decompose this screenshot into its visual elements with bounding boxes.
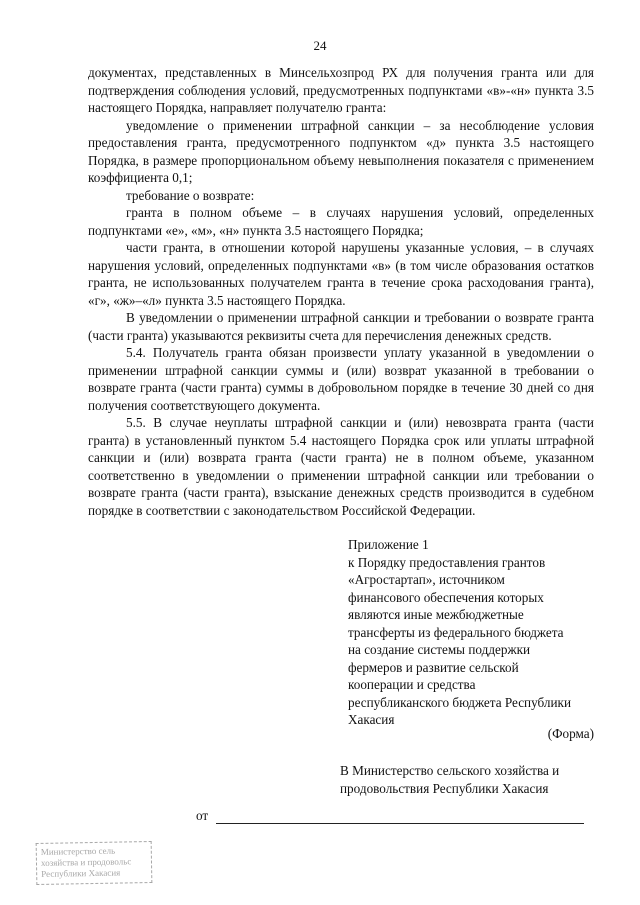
registration-stamp bbox=[36, 841, 153, 885]
appendix-block bbox=[348, 536, 598, 729]
appendix-line: Хакасия bbox=[348, 712, 395, 727]
stamp-line-3: Республики Хакасия bbox=[41, 867, 121, 879]
appendix-line: кооперации и средства bbox=[348, 677, 476, 692]
paragraph-4: гранта в полном объеме – в случаях нарушения условий, определенных подпунктами «е», «м», «н» пункта 3.5 настоящего Порядка; bbox=[88, 205, 594, 238]
appendix-line: на создание системы поддержки bbox=[348, 642, 531, 657]
paragraph-8: 5.5. В случае неуплаты штрафной санкции и (или) невозврата гранта (части гранта) в установленный пунктом 5.4 настоящего Порядка срок или уплаты штрафной санкции и (или) возврата гранта (части гранта) не в полном объеме, указанном соответственно в уведомлении о применении штрафной санкции или требовании о возврате гранта (части гранта), взыскание денежных средств производится в судебном порядке в соответствии с законодательством Российской Федерации. bbox=[88, 415, 594, 518]
appendix-line: являются иные межбюджетные bbox=[348, 607, 524, 622]
appendix-line: финансового обеспечения которых bbox=[348, 589, 544, 605]
document-body bbox=[88, 64, 594, 519]
paragraph-7: 5.4. Получатель гранта обязан произвести уплату указанной в уведомлении о применении штрафной санкции суммы и (или) возврат указанной в требовании о возврате гранта (части гранта) суммы в добровольном порядке в течение 30 дней со дня получения соответствующего документа. bbox=[88, 345, 594, 413]
appendix-line: к Порядку предоставления грантов bbox=[348, 554, 546, 570]
recipient-line-1: В Министерство сельского хозяйства и bbox=[340, 763, 560, 778]
stamp-line-2: хозяйства и продовольс bbox=[40, 856, 132, 868]
from-blank-line bbox=[216, 811, 584, 824]
paragraph-5: части гранта, в отношении которой нарушены указанные условия, – в случаях нарушения условий, определенных подпунктами «в» (в том числе образования остатков гранта, не использованных получателем гранта в течение срока расходования гранта), «г», «ж»–«л» пункта 3.5 настоящего Порядка. bbox=[88, 240, 594, 308]
appendix-line: фермеров и развитие сельской bbox=[348, 659, 519, 675]
recipient-line-2: продовольствия Республики Хакасия bbox=[340, 780, 549, 796]
form-label: (Форма) bbox=[547, 726, 594, 741]
appendix-line: республиканского бюджета Республики bbox=[348, 694, 572, 710]
appendix-line: трансферты из федерального бюджета bbox=[348, 624, 564, 640]
from-label: от bbox=[196, 808, 209, 823]
recipient-block bbox=[340, 762, 600, 797]
paragraph-2: уведомление о применении штрафной санкции – за несоблюдение условия предоставления гранта, предусмотренного подпунктом «д» пункта 3.5 настоящего Порядка, в размере пропорциональном объему невыполнения показателя с применением коэффициента 0,1; bbox=[88, 117, 594, 185]
paragraph-3: требование о возврате: bbox=[126, 187, 255, 203]
from-row bbox=[196, 808, 584, 824]
appendix-line: «Агростартап», источником bbox=[348, 572, 505, 587]
appendix-title: Приложение 1 bbox=[348, 537, 429, 552]
paragraph-6: В уведомлении о применении штрафной санкции и требовании о возврате гранта (части гранта) указываются реквизиты счета для перечисления денежных средств. bbox=[88, 310, 594, 343]
paragraph-1: документах, представленных в Минсельхозпрод РХ для получения гранта или для подтверждения соблюдения условий, предусмотренных подпунктами «в»-«н» пункта 3.5 настоящего Порядка, направляет получателю гранта: bbox=[88, 65, 594, 115]
page-number: 24 bbox=[313, 38, 327, 53]
stamp-line-1: Министерство сель bbox=[40, 845, 116, 857]
